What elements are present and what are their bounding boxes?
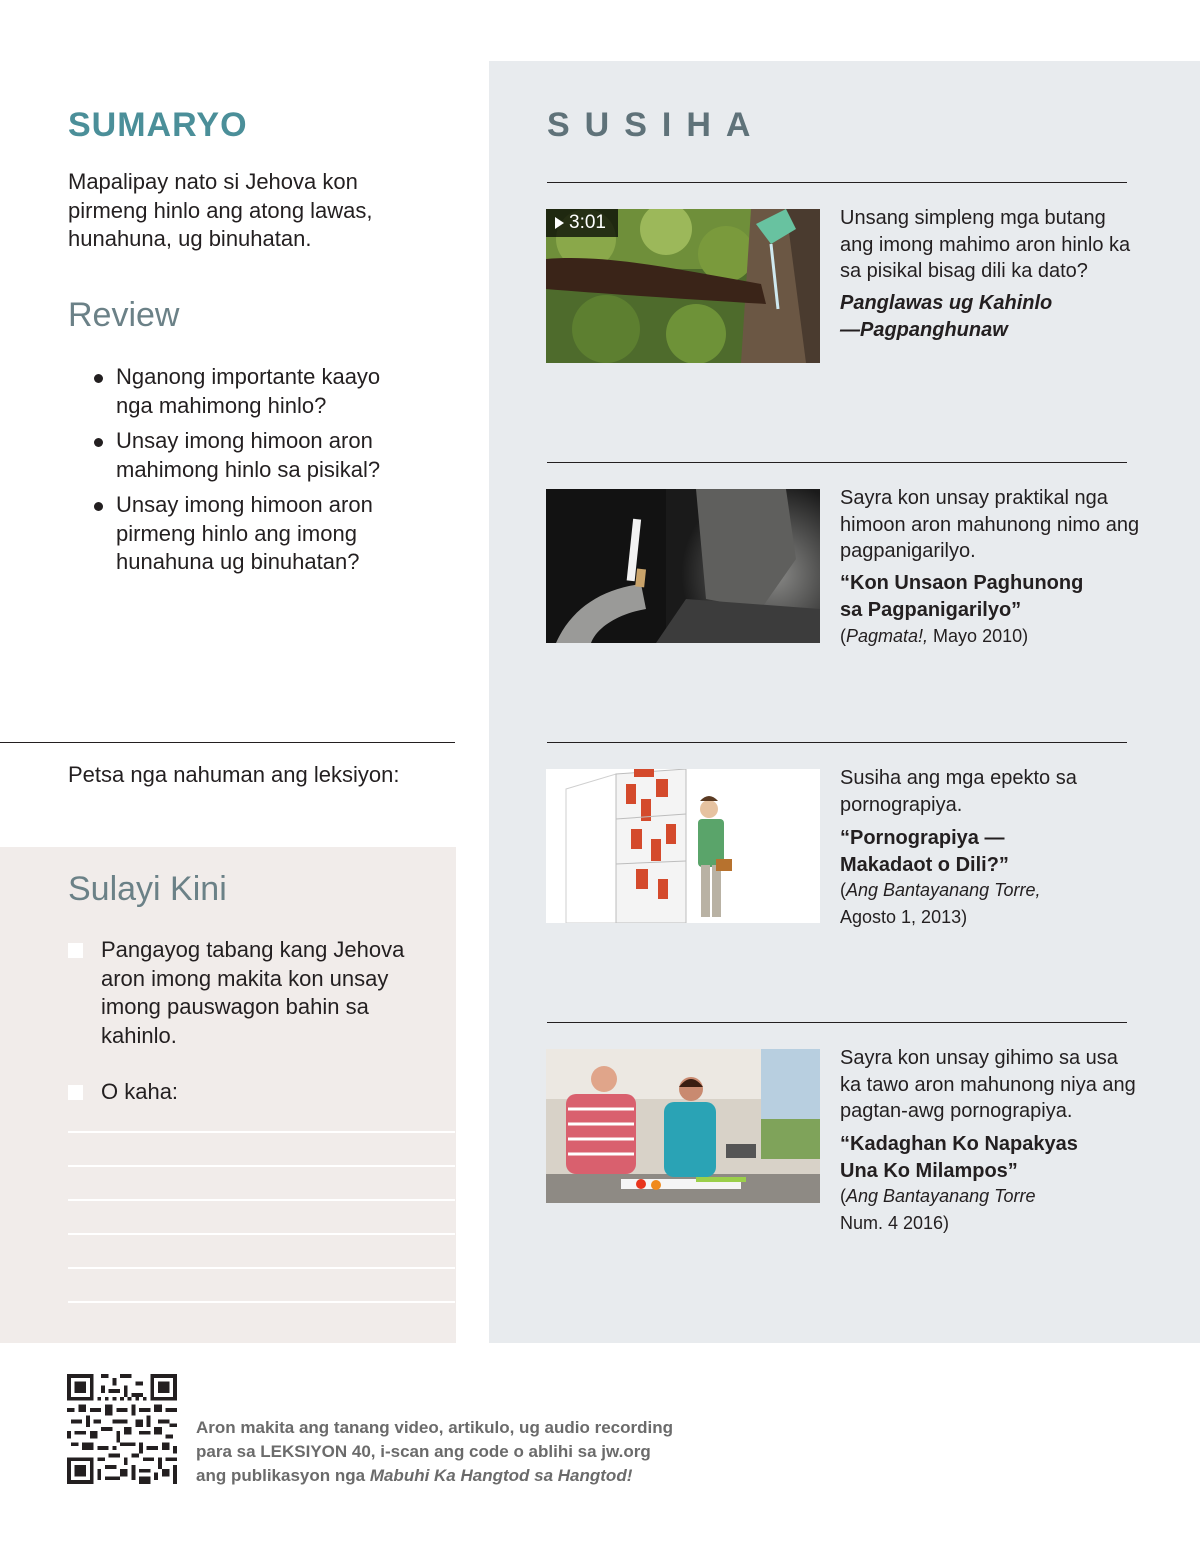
footer-line-text: ang publikasyon nga xyxy=(196,1466,370,1485)
explore-item-description: Unsang simpleng mga butang ang imong mahimo aron hinlo ka sa pisikal bisag dili ka dato? xyxy=(840,207,1131,282)
write-line[interactable] xyxy=(68,1233,455,1235)
explore-item-link[interactable]: “Kon Unsaon Paghunong sa Pagpanigarilyo” xyxy=(840,572,1084,621)
footer-line xyxy=(196,1464,756,1488)
explore-item-link[interactable]: “Pornograpiya —Makadaot o Dili?” xyxy=(840,827,1009,876)
explore-item-source: (Ang Bantayanang Torre, Agosto 1, 2013) xyxy=(840,880,1041,927)
completion-date-label: Petsa nga nahuman ang leksiyon: xyxy=(68,762,400,787)
review-list xyxy=(92,363,422,584)
qr-code[interactable] xyxy=(67,1374,177,1484)
write-line[interactable] xyxy=(68,1301,455,1303)
review-item: Unsay imong himoon aron pirmeng hinlo ang imong hunahuna ug binuhatan? xyxy=(92,491,422,577)
write-line[interactable] xyxy=(68,1199,455,1201)
divider xyxy=(0,742,455,743)
video-duration-badge xyxy=(546,209,618,237)
publication-name: Ang Bantayanang Torre xyxy=(846,1186,1036,1206)
footer-line: Aron makita ang tanang video, artikulo, ug audio recording xyxy=(196,1418,674,1437)
qr-code-icon xyxy=(67,1374,177,1484)
explore-item-description: Sayra kon unsay gihimo sa usa ka tawo aron mahunong niya ang pagtan-awg pornograpiya. xyxy=(840,1047,1136,1122)
divider xyxy=(547,182,1127,183)
publication-title[interactable]: Mabuhi Ka Hangtod sa Hangtod! xyxy=(369,1466,633,1485)
summary-text: Mapalipay nato si Jehova kon pirmeng hinlo ang atong lawas, hunahuna, ug binuhatan. xyxy=(68,169,373,251)
publication-date: Agosto 1, 2013) xyxy=(840,906,968,927)
review-item: Nganong importante kaayo nga mahimong hinlo? xyxy=(92,363,422,420)
divider xyxy=(547,742,1127,743)
publication-date: Mayo 2010) xyxy=(928,626,1029,646)
publication-name: Ang Bantayanang Torre, xyxy=(846,880,1041,900)
write-line[interactable] xyxy=(68,1267,455,1269)
divider xyxy=(547,462,1127,463)
try-item-other: O kaha: xyxy=(101,1079,179,1104)
footer-note xyxy=(196,1416,756,1488)
explore-item-source: (Ang Bantayanang Torre Num. 4 2016) xyxy=(840,1186,1036,1233)
review-heading: Review xyxy=(68,296,180,334)
man-with-shelves-image xyxy=(546,769,820,923)
review-item: Unsay imong himoon aron mahimong hinlo sa pisikal? xyxy=(92,427,422,484)
explore-item-source: (Pagmata!, Mayo 2010) xyxy=(840,626,1029,646)
explore-item-link[interactable]: “Kadaghan Ko Napakyas Una Ko Milampos” xyxy=(840,1133,1078,1182)
article-thumbnail[interactable] xyxy=(546,489,820,643)
publication-date: Num. 4 2016) xyxy=(840,1212,950,1233)
couple-cooking-image xyxy=(546,1049,820,1203)
checkbox-pray[interactable] xyxy=(68,943,83,958)
video-duration: 3:01 xyxy=(569,212,606,233)
article-thumbnail[interactable] xyxy=(546,1049,820,1203)
explore-heading: SUSIHA xyxy=(547,106,766,144)
play-icon xyxy=(555,217,564,229)
write-line[interactable] xyxy=(68,1165,455,1167)
explore-item-description: Sayra kon unsay praktikal nga himoon aron mahunong nimo ang pagpanigarilyo. xyxy=(840,487,1140,562)
try-item-pray: Pangayog tabang kang Jehova aron imong makita kon unsay imong pauswagon bahin sa kahinlo. xyxy=(101,937,405,1048)
footer-line: para sa LEKSIYON 40, i-scan ang code o ablihi sa jw.org xyxy=(196,1442,651,1461)
explore-item-link[interactable]: Panglawas ug Kahinlo —Pagpanghunaw xyxy=(840,292,1053,341)
write-line[interactable] xyxy=(68,1131,455,1133)
video-thumbnail[interactable] xyxy=(546,209,820,363)
divider xyxy=(547,1022,1127,1023)
cigarette-image xyxy=(546,489,820,643)
publication-name: Pagmata!, xyxy=(846,626,929,646)
summary-heading: SUMARYO xyxy=(68,106,248,144)
checkbox-other[interactable] xyxy=(68,1085,83,1100)
article-thumbnail[interactable] xyxy=(546,769,820,923)
try-it-heading: Sulayi Kini xyxy=(68,870,227,908)
explore-item-description: Susiha ang mga epekto sa pornograpiya. xyxy=(840,767,1077,816)
